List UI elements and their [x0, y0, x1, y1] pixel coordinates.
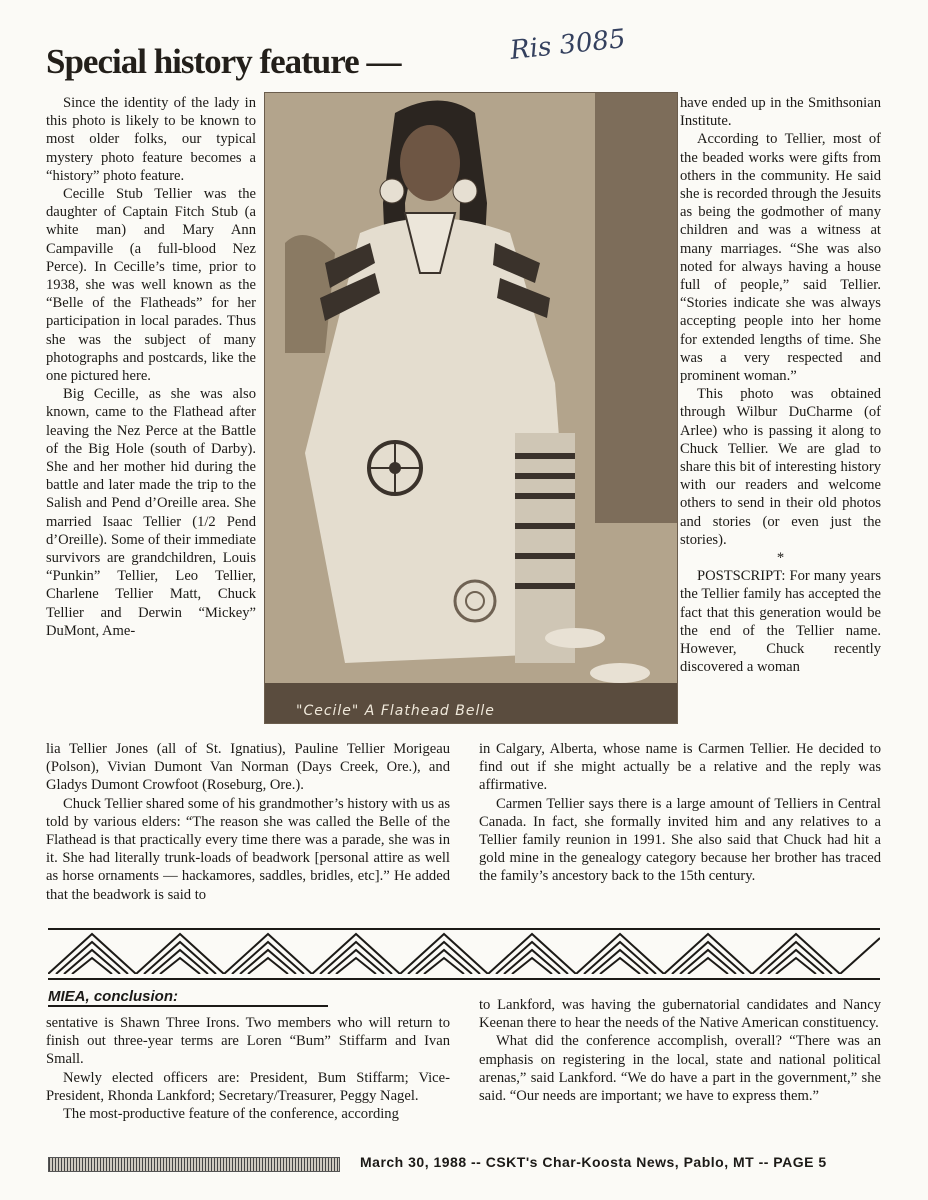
bottom-right-column [479, 740, 881, 886]
right-paragraph: POSTSCRIPT: For many years the Tellier family has accepted the fact that this generation would be the end of the Tellier name. However, Chuck recently discovered a woman [680, 568, 881, 676]
right-paragraph: According to Tellier, most of the beaded works were gifts from others in the community. He said she is recorded through the Jesuits as being the godmother of many children and was a witness at many marriages. “She was also noted for always having a house full of people,” said Tellier. “Stories indicate she was always accepting people into her home for extended lengths of time. She was a very respected and prominent woman.” [680, 131, 881, 385]
right-column [680, 94, 881, 677]
bottom-left-column [46, 740, 450, 904]
zigzag-pattern [48, 930, 880, 974]
decorative-border [48, 928, 880, 980]
left-paragraph: Since the identity of the lady in this photo is likely to be known to most older folks, our typical mystery photo feature becomes a “history” photo feature. [46, 95, 256, 184]
left-paragraph: Big Cecille, as she was also known, came to the Flathead after leaving the Nez Perce at the Battle of the Big Hole (south of Darby). She and her mother hid during the battle and later made the trip to the Salish and Pend d’Oreille area. She married Isaac Tellier (1/2 Pend d’Oreille). Some of their immediate survivors are grandchildren, Louis “Punkin” Tellier, Leo Tellier, Charlene Tellier Matt, Chuck Tellier and Derwin “Mickey” DuMont, Ame- [46, 386, 256, 639]
bottom-right-paragraph: Carmen Tellier says there is a large amount of Telliers in Central Canada. In fact, she formally invited him and any relatives to a Tellier family reunion in 1991. She also said that Chuck had hit a gold mine in the genealogy category because her brother has traced the family’s ancestory back to the 15th century. [479, 795, 881, 885]
photo-caption: "Cecile" A Flathead Belle [296, 703, 495, 719]
handwritten-note: Ris 3085 [508, 24, 627, 66]
left-paragraph: Cecille Stub Tellier was the daughter of Captain Fitch Stub (a white man) and Mary Ann Campaville (a full-blood Nez Perce). In Cecille’s time, prior to 1938, she was well known as the “Belle of the Flatheads” for her participation in local parades. Thus she was the subject of many photographs and postcards, like the one pictured here. [46, 186, 256, 385]
right-paragraph: have ended up in the Smithsonian Institute. [680, 95, 881, 130]
miea-right-column [479, 996, 881, 1105]
footer-text: March 30, 1988 -- CSKT's Char-Koosta News, Pablo, MT -- PAGE 5 [360, 1154, 827, 1170]
bottom-left-paragraph: lia Tellier Jones (all of St. Ignatius), Pauline Tellier Morigeau (Polson), Vivian Dumont Van Norman (Days Creek, Ore.), and Gladys Dumont Crowfoot (Roseburg, Ore.). [46, 741, 450, 794]
footer-bar [48, 1157, 340, 1172]
miea-left-paragraph: Newly elected officers are: President, Bum Stiffarm; Vice-President, Rhonda Lankford; Secretary/Treasurer, Peggy Nagel. [46, 1069, 450, 1104]
section-asterisk: * [776, 550, 785, 567]
bottom-left-paragraph: Chuck Tellier shared some of his grandmother’s history with us as told by various elders: “The reason she was called the Belle of the Flathead is that practically every time there was a parade, she was in it. She had literally trunk-loads of beadwork [personal attire as well as horse ornaments — hackamores, saddles, bridles, etc].” He added that the beadwork is said to [46, 795, 450, 903]
miea-left-paragraph: sentative is Shawn Three Irons. Two members who will return to finish out three-year terms are Loren “Bum” Stiffarm and Ivan Small. [46, 1015, 450, 1068]
miea-subhead: MIEA, conclusion: [48, 988, 328, 1007]
portrait-illustration [265, 93, 677, 723]
miea-right-paragraph: to Lankford, was having the gubernatorial candidates and Nancy Keenan there to hear the needs of the Native American constituency. [479, 997, 881, 1032]
right-paragraph: This photo was obtained through Wilbur DuCharme (of Arlee) who is passing it along to Chuck Tellier. We are glad to share this bit of interesting history with our readers and welcome others to send in their old photos and stories (or even just the stories). [680, 386, 881, 548]
miea-left-paragraph: The most-productive feature of the conference, according [63, 1106, 399, 1123]
left-column [46, 94, 256, 640]
miea-left-column [46, 1014, 450, 1123]
headline: Special history feature — [46, 42, 401, 81]
portrait-photo [264, 92, 678, 724]
bottom-right-paragraph: in Calgary, Alberta, whose name is Carmen Tellier. He decided to find out if she might actually be a relative and the reply was affirmative. [479, 741, 881, 794]
miea-right-paragraph: What did the conference accomplish, overall? “There was an emphasis on registering in the local, state and national political arenas,” said Lankford. “We do have a part in the government,” she said. “Our needs are important; we have to express them.” [479, 1033, 881, 1105]
